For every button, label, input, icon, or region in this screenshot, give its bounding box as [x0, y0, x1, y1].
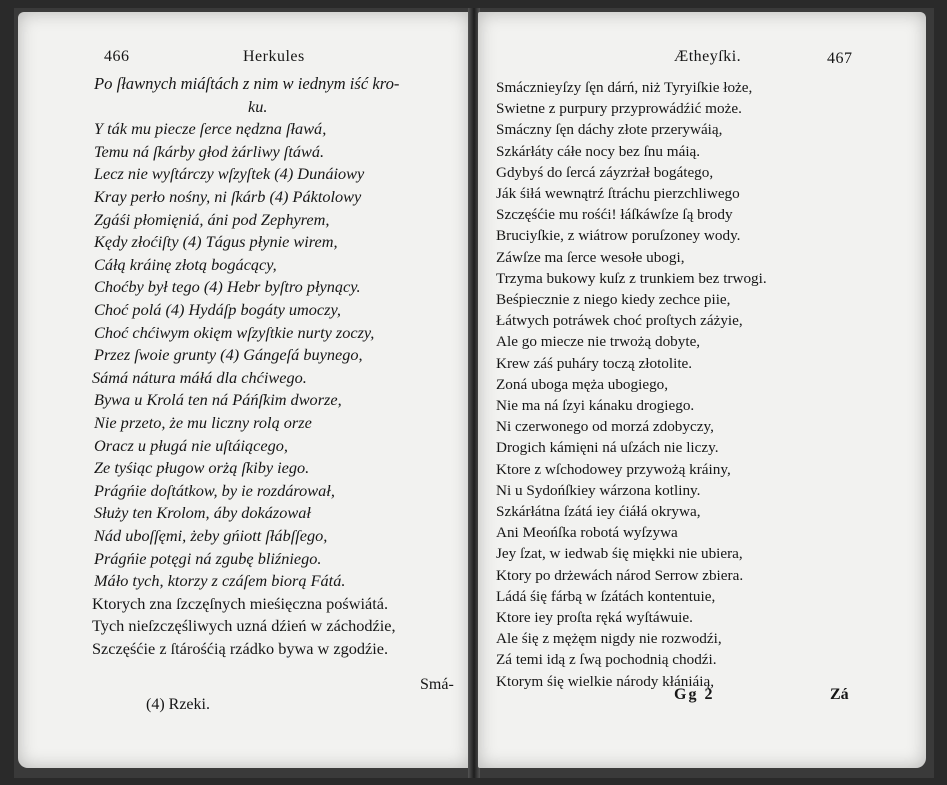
- verse-line: Jey ſzat, w iedwab śię miękki nie ubiera,: [496, 545, 743, 563]
- verse-line: Smáczny ſęn dáchy złote przerywáią,: [496, 121, 723, 139]
- verse-line: Nád uboſſęmi, żeby gńiott ſłábſſego,: [94, 526, 328, 545]
- verse-line: Bywa u Krolá ten ná Páńſkim dworze,: [94, 390, 342, 410]
- verse-line: Ktorym śię wielkie národy kłániáią,: [496, 672, 715, 690]
- verse-line: Ale go miecze nie trwożą dobyte,: [496, 333, 701, 351]
- verse-line: Sámá nátura máłá dla chćiwego.: [92, 367, 307, 387]
- verse-line: Ktory po drżewách národ Serrow zbiera.: [496, 566, 744, 584]
- verse-line: Gdybyś do ſercá záyzrżał bogátego,: [496, 163, 714, 181]
- verse-line: Zoná uboga męża ubogiego,: [496, 375, 669, 393]
- left-page: [18, 12, 470, 768]
- page-number-left: 466: [104, 48, 130, 65]
- page-number-right: 467: [827, 50, 853, 67]
- verse-line: Choć polá (4) Hydáſp bogáty umoczy,: [94, 300, 341, 319]
- verse-line: Zá temi idą z ſwą pochodnią chodźi.: [496, 651, 717, 669]
- verse-line: Przez ſwoie grunty (4) Gángeſá buynego,: [94, 345, 363, 365]
- verse-line: Temu ná ſkárby głod żárliwy ſtáwá.: [94, 141, 325, 161]
- verse-line: Cáłą kráinę złotą bogácący,: [94, 254, 277, 274]
- book-spread: [14, 8, 934, 778]
- catchword-right: Zá: [830, 686, 849, 703]
- verse-line: Prágńie potęgi ná zgubę bliźniego.: [94, 548, 322, 568]
- verse-line: Lecz nie wyſtárczy wſzyſtek (4) Dunáiowy: [94, 164, 365, 184]
- catchword-left: Smá-: [420, 676, 454, 693]
- verse-line: Prágńie doſtátkow, by ie rozdárował,: [94, 480, 335, 500]
- verse-line: Bruciyſkie, z wiátrow poruſzoney wody.: [496, 227, 741, 245]
- right-page: [478, 12, 926, 768]
- verse-line: Kray perło nośny, ni ſkárb (4) Páktolowy: [94, 187, 362, 206]
- verse-line: Łátwych potráwek choć proſtych záżyie,: [496, 312, 743, 330]
- verse-line: Drogich kámięni ná uſzách nie liczy.: [496, 439, 719, 457]
- verse-line: Zgáśi płomięniá, áni pod Zephyrem,: [94, 209, 330, 229]
- verse-line: Ládá śię fárbą w ſzátách kontentuie,: [496, 587, 716, 605]
- verse-line: Szczęśćie z ſtárośćią rzádko bywa w zgodźie.: [92, 639, 389, 658]
- verse-line: Szczęśćie mu rośći! łáſkáwſze ſą brody: [496, 206, 733, 224]
- verse-line: Ze tyśiąc pługow orżą ſkiby iego.: [94, 458, 310, 478]
- verse-line: Nie ma ná ſzyi kánaku drogiego.: [496, 397, 695, 414]
- verse-line: Máło tych, ktorzy z czáſem biorą Fátá.: [94, 571, 346, 591]
- verse-line: Po ſławnych miáſtách z nim w iednym iść kro-: [94, 74, 400, 93]
- signature-mark: Gg 2: [674, 686, 715, 703]
- verse-line: Y ták mu piecze ſerce nędzna ſławá,: [94, 119, 327, 139]
- verse-line: Krew záś puháry toczą złotolite.: [496, 354, 693, 372]
- verse-line: Ktore z wſchodowey przywożą kráiny,: [496, 460, 731, 478]
- verse-line: Nie przeto, że mu liczny rolą orze: [94, 413, 312, 432]
- verse-line: Ktorych zna ſzczęſnych mieśięczna poświátá.: [92, 593, 389, 613]
- verse-line: Smácznieyſzy ſęn dárń, niż Tyryiſkie łoże,: [496, 79, 753, 96]
- verse-line: Ni czerwonego od morzá zdobyczy,: [496, 418, 714, 436]
- verse-line: Swietne z purpury przyprowádźić może.: [496, 100, 742, 118]
- verse-line: Beśpiecznie z niego kiedy zechce piie,: [496, 291, 731, 308]
- verse-line: Oracz u pługá nie uſtáiącego,: [94, 435, 288, 455]
- verse-line: Służy ten Krolom, áby dokázował: [94, 503, 311, 523]
- verse-line: Ni u Sydońſkiey wárzona kotliny.: [496, 481, 701, 499]
- verse-line: Szkárłátna ſzátá iey ćiáłá okrywa,: [496, 503, 701, 520]
- verse-line: Choć chćiwym okięm wſzyſtkie nurty zoczy,: [94, 322, 375, 342]
- verse-line: Kędy złoćiſty (4) Tágus płynie wirem,: [94, 232, 338, 252]
- verse-line: Záwſze ma ſerce wesołe ubogi,: [496, 248, 685, 266]
- running-head-left: Herkules: [243, 48, 305, 65]
- verse-line: Tych nieſzczęśliwych uzná dźień w záchodźie,: [92, 616, 396, 636]
- verse-line: Choćby był tego (4) Hebr byſtro płynący.: [94, 277, 361, 297]
- verse-line: Trzyma bukowy kuſz z trunkiem bez trwogi.: [496, 269, 767, 287]
- verse-line: Ani Meońſka robotá wyſzywa: [496, 524, 678, 542]
- verse-line: Ale śię z mężęm nigdy nie rozwodźi,: [496, 630, 722, 648]
- footnote: (4) Rzeki.: [146, 696, 210, 713]
- running-head-right: Ætheyſki.: [674, 48, 742, 65]
- verse-line: Szkárłáty cáłe nocy bez ſnu máią.: [496, 142, 701, 160]
- verse-line: ku.: [248, 96, 268, 116]
- verse-line: Ják śiłá wewnątrź ſtráchu pierzchliwego: [496, 185, 740, 202]
- verse-line: Ktore iey proſta ręká wyſtáwuie.: [496, 609, 693, 626]
